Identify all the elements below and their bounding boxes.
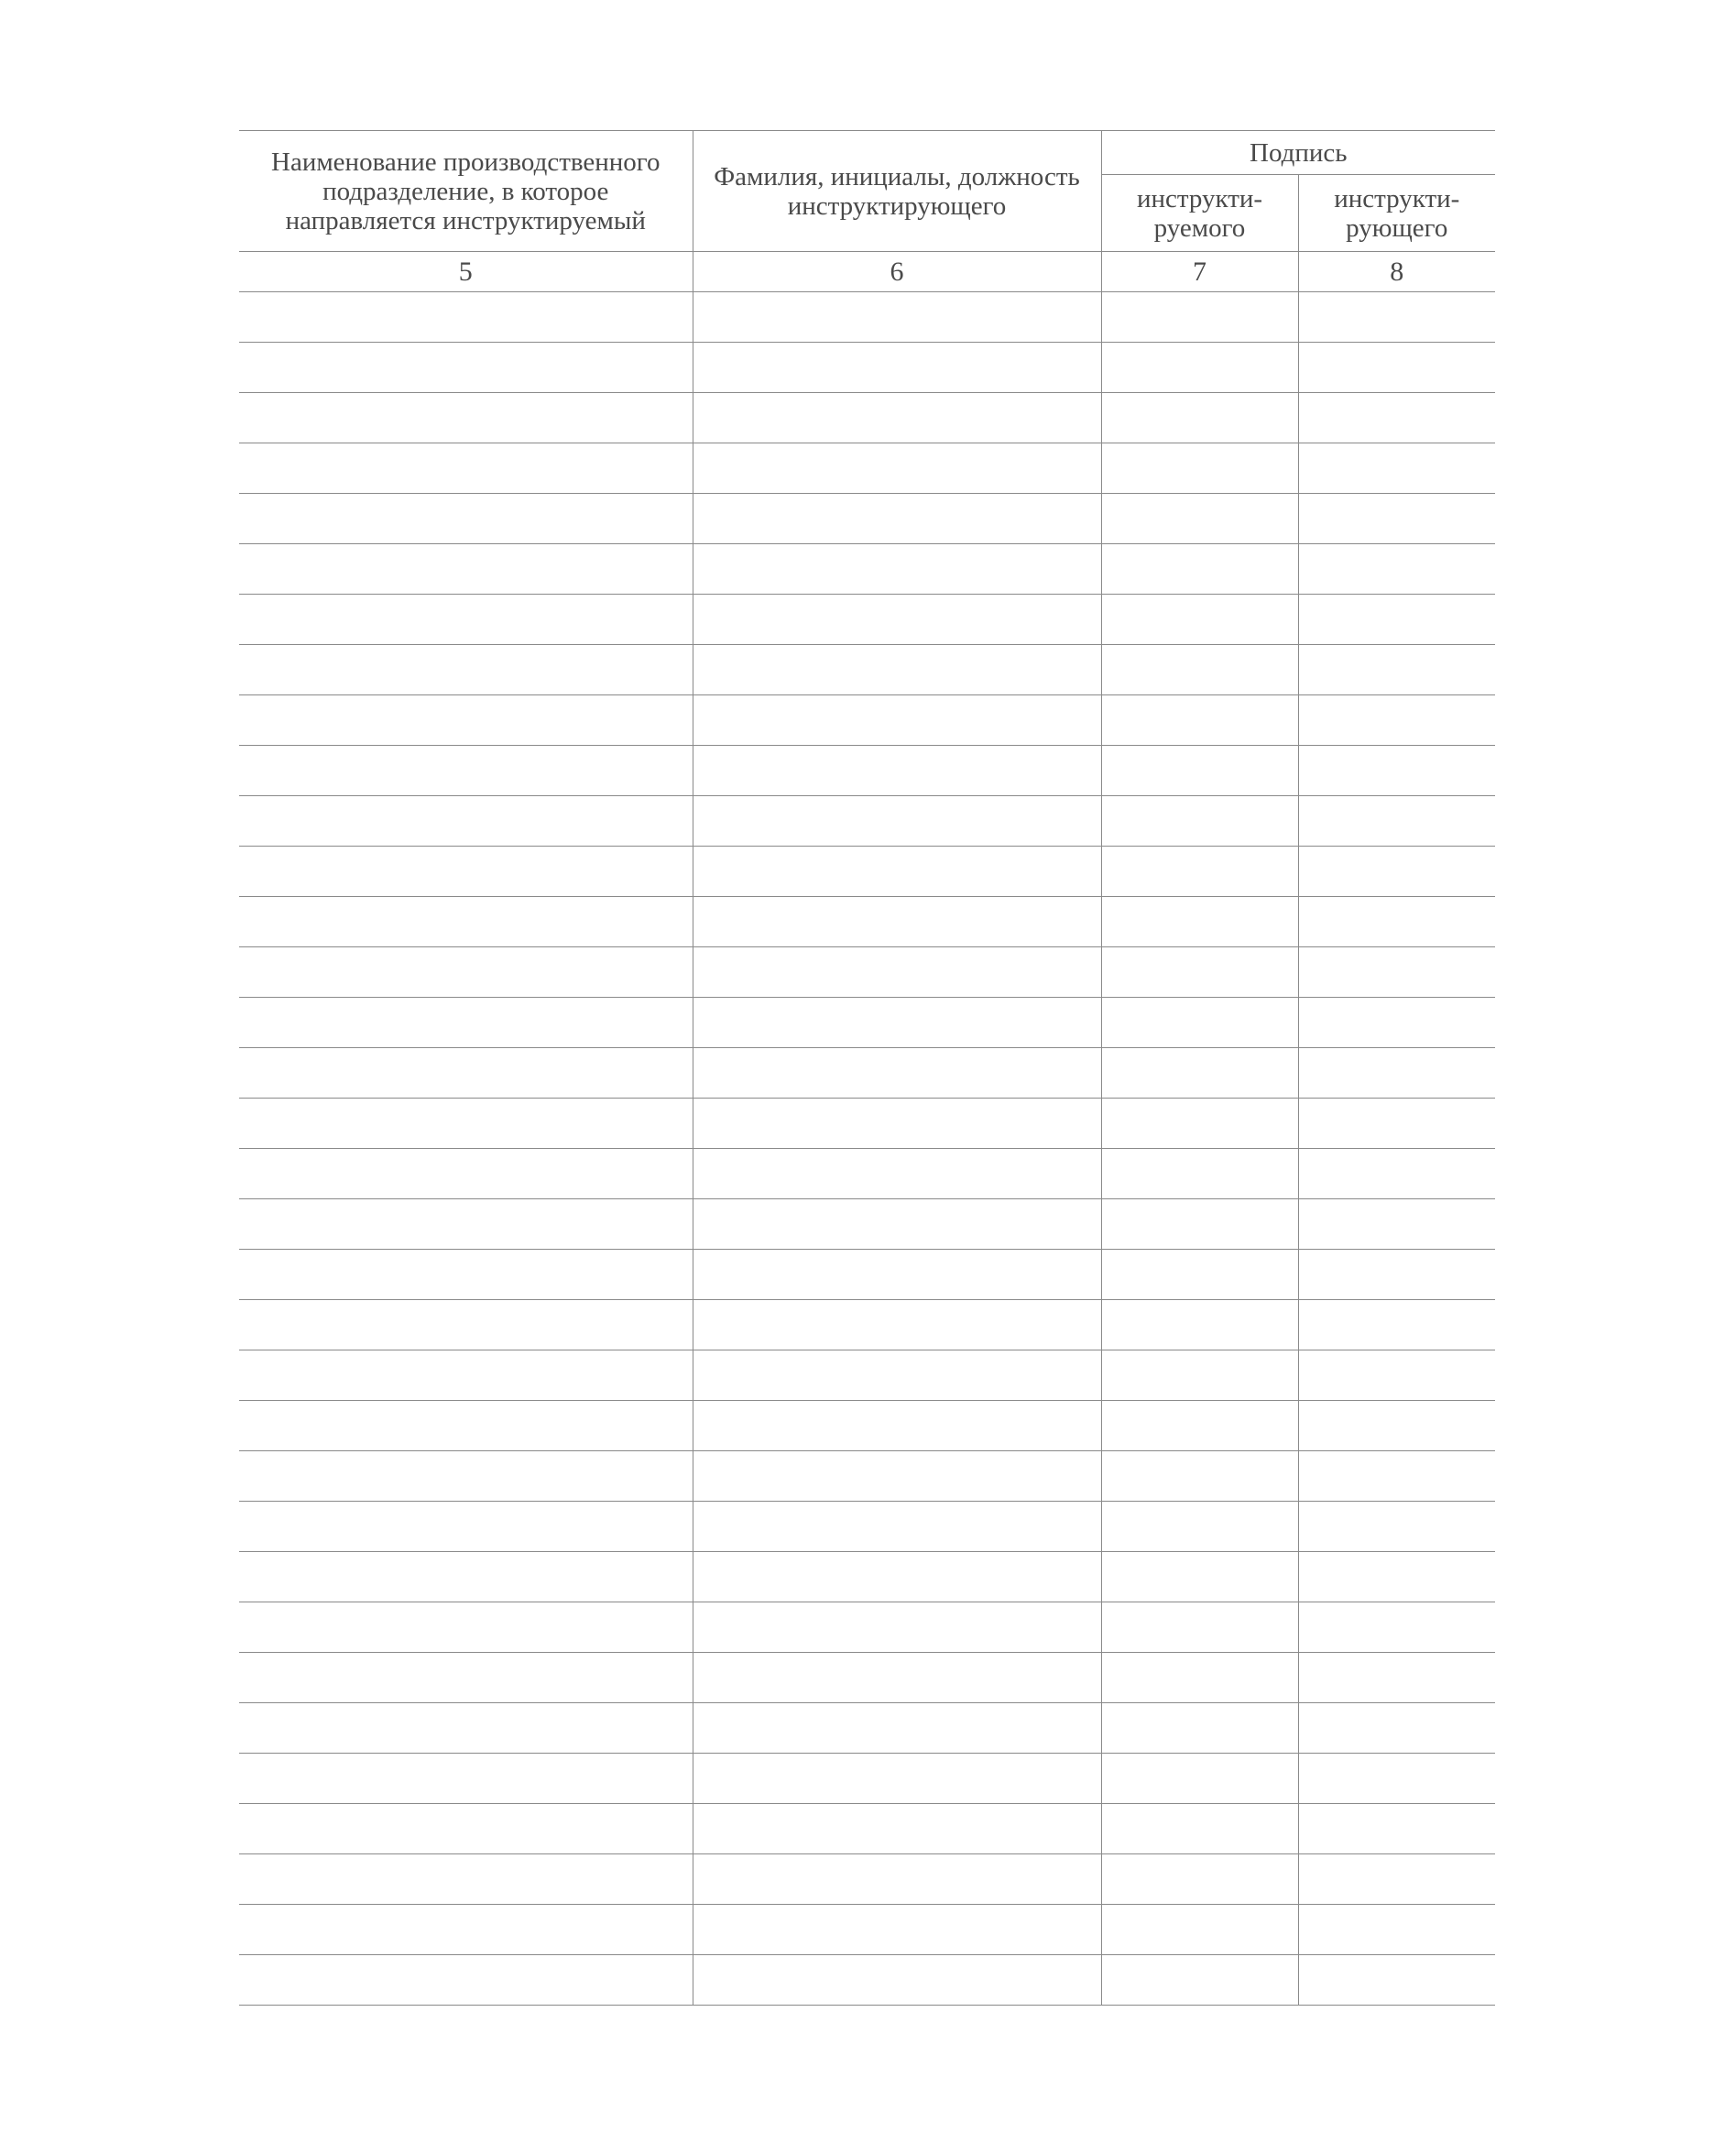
cell-instructor[interactable] xyxy=(693,1199,1101,1250)
cell-signature-instructor[interactable] xyxy=(1298,292,1495,343)
table-row xyxy=(239,595,1495,645)
cell-signature-instructor[interactable] xyxy=(1298,1804,1495,1854)
cell-signature-instructor[interactable] xyxy=(1298,1149,1495,1199)
cell-instructor[interactable] xyxy=(693,947,1101,998)
cell-division[interactable] xyxy=(239,847,693,897)
cell-signature-trainee[interactable] xyxy=(1101,595,1298,645)
cell-signature-trainee[interactable] xyxy=(1101,897,1298,947)
header-instructor-name xyxy=(693,131,1101,252)
cell-signature-instructor[interactable] xyxy=(1298,1854,1495,1905)
table-row xyxy=(239,1451,1495,1502)
cell-instructor[interactable] xyxy=(693,1350,1101,1401)
cell-division[interactable] xyxy=(239,1099,693,1149)
cell-division[interactable] xyxy=(239,494,693,544)
cell-signature-trainee[interactable] xyxy=(1101,1350,1298,1401)
table-row xyxy=(239,998,1495,1048)
cell-signature-instructor[interactable] xyxy=(1298,393,1495,443)
cell-signature-instructor[interactable] xyxy=(1298,1502,1495,1552)
table-row xyxy=(239,292,1495,343)
cell-division[interactable] xyxy=(239,1149,693,1199)
cell-signature-trainee[interactable] xyxy=(1101,1653,1298,1703)
cell-signature-trainee[interactable] xyxy=(1101,443,1298,494)
header-row-top xyxy=(239,131,1495,175)
table-row xyxy=(239,1754,1495,1804)
briefing-journal-table xyxy=(239,130,1495,2006)
table-row xyxy=(239,1300,1495,1350)
cell-signature-instructor[interactable] xyxy=(1298,1754,1495,1804)
cell-instructor[interactable] xyxy=(693,998,1101,1048)
cell-instructor[interactable] xyxy=(693,343,1101,393)
cell-signature-trainee[interactable] xyxy=(1101,947,1298,998)
cell-signature-instructor[interactable] xyxy=(1298,1552,1495,1602)
cell-instructor[interactable] xyxy=(693,544,1101,595)
cell-division[interactable] xyxy=(239,998,693,1048)
header-signature-instructor xyxy=(1298,175,1495,252)
header-division-name xyxy=(239,131,693,252)
table-row xyxy=(239,1199,1495,1250)
cell-signature-trainee[interactable] xyxy=(1101,1955,1298,2006)
cell-instructor[interactable] xyxy=(693,1250,1101,1300)
cell-signature-trainee[interactable] xyxy=(1101,847,1298,897)
cell-signature-instructor[interactable] xyxy=(1298,1401,1495,1451)
cell-division[interactable] xyxy=(239,645,693,695)
cell-signature-instructor[interactable] xyxy=(1298,1905,1495,1955)
cell-instructor[interactable] xyxy=(693,1905,1101,1955)
cell-instructor[interactable] xyxy=(693,292,1101,343)
cell-instructor[interactable] xyxy=(693,494,1101,544)
table-row xyxy=(239,343,1495,393)
table-row xyxy=(239,1653,1495,1703)
cell-division[interactable] xyxy=(239,1401,693,1451)
cell-division[interactable] xyxy=(239,1854,693,1905)
cell-signature-instructor[interactable] xyxy=(1298,494,1495,544)
header-signature-group xyxy=(1101,131,1495,175)
cell-signature-trainee[interactable] xyxy=(1101,1451,1298,1502)
table-row xyxy=(239,1854,1495,1905)
cell-division[interactable] xyxy=(239,1602,693,1653)
table-row xyxy=(239,1149,1495,1199)
table-row xyxy=(239,443,1495,494)
cell-instructor[interactable] xyxy=(693,1099,1101,1149)
cell-signature-trainee[interactable] xyxy=(1101,1099,1298,1149)
table-row xyxy=(239,1602,1495,1653)
cell-signature-trainee[interactable] xyxy=(1101,393,1298,443)
cell-division[interactable] xyxy=(239,1552,693,1602)
header-division-name-label: Наименование производственного подразделение, в которое направляется инструктируемый xyxy=(271,147,661,235)
cell-division[interactable] xyxy=(239,1653,693,1703)
cell-instructor[interactable] xyxy=(693,695,1101,746)
cell-division[interactable] xyxy=(239,1048,693,1099)
cell-signature-instructor[interactable] xyxy=(1298,1099,1495,1149)
cell-signature-instructor[interactable] xyxy=(1298,1199,1495,1250)
cell-signature-trainee[interactable] xyxy=(1101,1854,1298,1905)
cell-division[interactable] xyxy=(239,1955,693,2006)
table-row xyxy=(239,947,1495,998)
cell-signature-trainee[interactable] xyxy=(1101,544,1298,595)
table-row xyxy=(239,393,1495,443)
cell-signature-trainee[interactable] xyxy=(1101,1502,1298,1552)
cell-instructor[interactable] xyxy=(693,746,1101,796)
table-row xyxy=(239,1804,1495,1854)
header-instructor-name-label: Фамилия, инициалы, должность инструктирующего xyxy=(714,161,1080,221)
cell-signature-trainee[interactable] xyxy=(1101,796,1298,847)
cell-instructor[interactable] xyxy=(693,1602,1101,1653)
cell-signature-trainee[interactable] xyxy=(1101,292,1298,343)
cell-instructor[interactable] xyxy=(693,1854,1101,1905)
cell-signature-instructor[interactable] xyxy=(1298,544,1495,595)
cell-signature-trainee[interactable] xyxy=(1101,1401,1298,1451)
cell-instructor[interactable] xyxy=(693,1048,1101,1099)
cell-division[interactable] xyxy=(239,595,693,645)
cell-signature-trainee[interactable] xyxy=(1101,645,1298,695)
cell-instructor[interactable] xyxy=(693,1703,1101,1754)
cell-division[interactable] xyxy=(239,796,693,847)
cell-division[interactable] xyxy=(239,1250,693,1300)
table-row xyxy=(239,544,1495,595)
cell-instructor[interactable] xyxy=(693,796,1101,847)
cell-instructor[interactable] xyxy=(693,645,1101,695)
table-row xyxy=(239,1099,1495,1149)
table-row xyxy=(239,1502,1495,1552)
column-number-7: 7 xyxy=(1101,252,1298,292)
cell-instructor[interactable] xyxy=(693,1451,1101,1502)
cell-instructor[interactable] xyxy=(693,1754,1101,1804)
cell-division[interactable] xyxy=(239,544,693,595)
table-row xyxy=(239,1703,1495,1754)
cell-signature-instructor[interactable] xyxy=(1298,796,1495,847)
header-signature-trainee-label: инструкти-руемого xyxy=(1136,183,1263,243)
cell-signature-instructor[interactable] xyxy=(1298,847,1495,897)
cell-division[interactable] xyxy=(239,1199,693,1250)
cell-division[interactable] xyxy=(239,393,693,443)
cell-signature-instructor[interactable] xyxy=(1298,947,1495,998)
cell-signature-instructor[interactable] xyxy=(1298,645,1495,695)
cell-signature-trainee[interactable] xyxy=(1101,1754,1298,1804)
cell-instructor[interactable] xyxy=(693,1401,1101,1451)
cell-signature-trainee[interactable] xyxy=(1101,1602,1298,1653)
header-signature-trainee xyxy=(1101,175,1298,252)
cell-signature-instructor[interactable] xyxy=(1298,1955,1495,2006)
cell-division[interactable] xyxy=(239,1451,693,1502)
cell-division[interactable] xyxy=(239,695,693,746)
cell-instructor[interactable] xyxy=(693,1300,1101,1350)
cell-signature-instructor[interactable] xyxy=(1298,1300,1495,1350)
cell-instructor[interactable] xyxy=(693,1149,1101,1199)
cell-signature-trainee[interactable] xyxy=(1101,695,1298,746)
table-row xyxy=(239,1250,1495,1300)
header-signature-label: Подпись xyxy=(1250,137,1348,168)
cell-instructor[interactable] xyxy=(693,1552,1101,1602)
table-row xyxy=(239,695,1495,746)
column-number-6: 6 xyxy=(693,252,1101,292)
cell-signature-instructor[interactable] xyxy=(1298,1653,1495,1703)
cell-division[interactable] xyxy=(239,947,693,998)
cell-signature-instructor[interactable] xyxy=(1298,897,1495,947)
table-row xyxy=(239,1350,1495,1401)
cell-signature-instructor[interactable] xyxy=(1298,1451,1495,1502)
table-row xyxy=(239,1905,1495,1955)
cell-division[interactable] xyxy=(239,746,693,796)
table-row xyxy=(239,897,1495,947)
cell-signature-trainee[interactable] xyxy=(1101,1048,1298,1099)
cell-division[interactable] xyxy=(239,1804,693,1854)
cell-signature-instructor[interactable] xyxy=(1298,1048,1495,1099)
header-signature-instructor-label: инструкти-рующего xyxy=(1334,183,1460,243)
cell-signature-instructor[interactable] xyxy=(1298,1350,1495,1401)
cell-signature-trainee[interactable] xyxy=(1101,1300,1298,1350)
cell-instructor[interactable] xyxy=(693,1804,1101,1854)
table-row xyxy=(239,645,1495,695)
cell-division[interactable] xyxy=(239,897,693,947)
cell-division[interactable] xyxy=(239,343,693,393)
cell-signature-instructor[interactable] xyxy=(1298,998,1495,1048)
cell-division[interactable] xyxy=(239,1754,693,1804)
table-row xyxy=(239,746,1495,796)
cell-instructor[interactable] xyxy=(693,443,1101,494)
cell-division[interactable] xyxy=(239,1300,693,1350)
cell-signature-trainee[interactable] xyxy=(1101,746,1298,796)
cell-signature-instructor[interactable] xyxy=(1298,443,1495,494)
cell-signature-trainee[interactable] xyxy=(1101,1804,1298,1854)
cell-signature-trainee[interactable] xyxy=(1101,1149,1298,1199)
table-row xyxy=(239,796,1495,847)
table-row xyxy=(239,1401,1495,1451)
cell-division[interactable] xyxy=(239,1703,693,1754)
cell-signature-trainee[interactable] xyxy=(1101,998,1298,1048)
cell-signature-instructor[interactable] xyxy=(1298,695,1495,746)
cell-division[interactable] xyxy=(239,443,693,494)
cell-signature-instructor[interactable] xyxy=(1298,1703,1495,1754)
cell-signature-trainee[interactable] xyxy=(1101,343,1298,393)
cell-signature-instructor[interactable] xyxy=(1298,1602,1495,1653)
cell-instructor[interactable] xyxy=(693,595,1101,645)
column-number-5: 5 xyxy=(239,252,693,292)
cell-instructor[interactable] xyxy=(693,1653,1101,1703)
cell-signature-trainee[interactable] xyxy=(1101,1905,1298,1955)
cell-instructor[interactable] xyxy=(693,847,1101,897)
cell-signature-trainee[interactable] xyxy=(1101,1250,1298,1300)
cell-signature-instructor[interactable] xyxy=(1298,343,1495,393)
cell-signature-trainee[interactable] xyxy=(1101,494,1298,544)
table-row xyxy=(239,1552,1495,1602)
cell-signature-trainee[interactable] xyxy=(1101,1703,1298,1754)
cell-instructor[interactable] xyxy=(693,393,1101,443)
column-number-8: 8 xyxy=(1298,252,1495,292)
cell-division[interactable] xyxy=(239,1502,693,1552)
cell-division[interactable] xyxy=(239,1350,693,1401)
cell-signature-trainee[interactable] xyxy=(1101,1552,1298,1602)
cell-instructor[interactable] xyxy=(693,1955,1101,2006)
cell-division[interactable] xyxy=(239,292,693,343)
cell-instructor[interactable] xyxy=(693,897,1101,947)
cell-signature-instructor[interactable] xyxy=(1298,746,1495,796)
column-number-row xyxy=(239,252,1495,292)
cell-instructor[interactable] xyxy=(693,1502,1101,1552)
cell-signature-trainee[interactable] xyxy=(1101,1199,1298,1250)
cell-signature-instructor[interactable] xyxy=(1298,595,1495,645)
cell-signature-instructor[interactable] xyxy=(1298,1250,1495,1300)
table-row xyxy=(239,1955,1495,2006)
table-row xyxy=(239,1048,1495,1099)
table-row xyxy=(239,847,1495,897)
cell-division[interactable] xyxy=(239,1905,693,1955)
table-row xyxy=(239,494,1495,544)
